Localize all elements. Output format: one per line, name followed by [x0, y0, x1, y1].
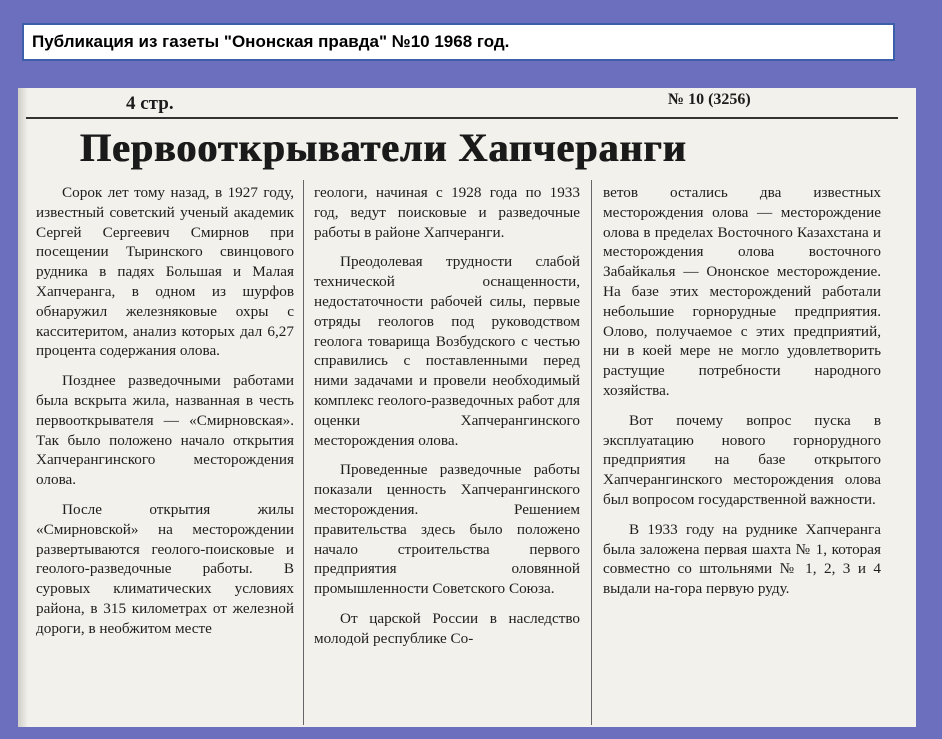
- article-column-2: [314, 183, 580, 649]
- paragraph: геологи, начиная с 1928 года по 1933 год, ведут поисковые и разведочные работы в районе Хапчеранги.: [314, 184, 580, 241]
- paragraph: Вот почему вопрос пуска в эксплуатацию нового горнорудного предприятия на базе открытого Хапчерангинского месторождения олова был вопросом государственной важности.: [603, 411, 881, 508]
- caption-box: [22, 23, 895, 61]
- issue-number: № 10 (3256): [668, 91, 751, 108]
- paragraph: Сорок лет тому назад, в 1927 году, известный советский ученый академик Сергей Сергеевич Смирнов при посещении Тыринского свинцового рудника в падях Большая и Малая Хапчеранга, в одном из шурфов обнаружил железняковые охры с касситеритом, анализ которых дал 6,27 процента содержания олова.: [36, 184, 294, 360]
- article-headline: Первооткрыватели Хапчеранги: [80, 125, 687, 170]
- paragraph: В 1933 году на руднике Хапчеранга была заложена первая шахта № 1, которая совместно со штольнями № 1, 2, 3 и 4 выдали на-гора первую руду.: [603, 520, 881, 598]
- column-divider: [303, 180, 304, 725]
- paragraph: Преодолевая трудности слабой технической оснащенности, недостаточности рабочей силы, первые отряды геологов под руководством геолога товарища Возбудского с честью справились с поставленными перед ними задачами и провели необходимый комплекс геолого-разведочных работ для оценки Хапчерангинского месторождения олова.: [314, 253, 580, 449]
- article-column-1: [36, 183, 294, 639]
- caption-text: Публикация из газеты "Ононская правда" №10 1968 год.: [32, 32, 510, 51]
- article-column-3: [603, 183, 881, 599]
- header-rule: [26, 117, 898, 119]
- newspaper-clipping: [18, 88, 916, 727]
- paragraph: От царской России в наследство молодой республике Со-: [314, 609, 580, 647]
- paragraph: После открытия жилы «Смирновской» на месторождении развертываются геолого-поисковые и геолого-разведочные работы. В суровых климатических условиях района, в 315 километрах от железной дороги, в необжитом месте: [36, 500, 294, 637]
- column-divider: [591, 180, 592, 725]
- paragraph: Проведенные разведочные работы показали ценность Хапчерангинского месторождения. Решением правительства здесь было положено начало строительства первого предприятия оловянной промышленности Советского Союза.: [314, 461, 580, 598]
- page-edge-shadow: [18, 88, 28, 727]
- paragraph: ветов остались два известных месторождения олова — месторождение олова в пределах Восточного Казахстана и месторождения олова восточного Забайкалья — Ононское месторождение. На базе этих месторождений работали небольшие горнорудные предприятия. Олово, получаемое с этих предприятий, ни в коей мере не могло удовлетворить растущие потребности народного хозяйства.: [603, 184, 881, 399]
- paragraph: Позднее разведочными работами была вскрыта жила, названная в честь первооткрывателя — «Смирновская». Так было положено начало открытия Хапчерангинского месторождения олова.: [36, 372, 294, 489]
- page-number: 4 стр.: [126, 93, 174, 114]
